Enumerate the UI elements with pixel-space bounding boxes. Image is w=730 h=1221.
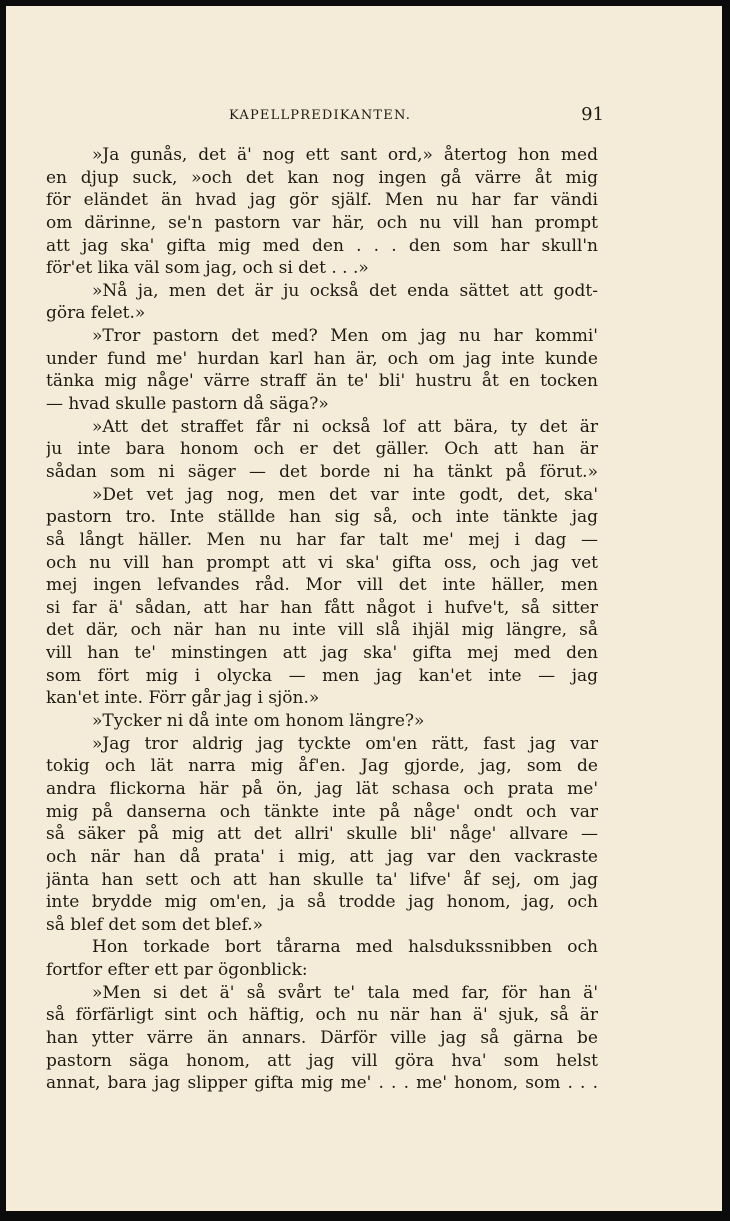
text-line: — hvad skulle pastorn då säga?»: [46, 394, 329, 415]
text-line: »Nå ja, men det är ju också det enda sättet att godt-: [92, 280, 598, 301]
text-line: för'et lika väl som jag, och si det . . .»: [46, 258, 369, 279]
text-line: så förfärligt sint och häftig, och nu när han ä' sjuk, så är: [46, 1005, 598, 1026]
text-line: jänta han sett och att han skulle ta' lifve' åf sej, om jag: [46, 869, 598, 890]
text-line: Hon torkade bort tårarna med halsdukssnibben och: [92, 937, 598, 958]
body-text: [46, 144, 598, 1095]
text-line: sådan som ni säger — det borde ni ha tänkt på förut.»: [46, 461, 598, 482]
text-line: så långt häller. Men nu har far talt me' mej i dag —: [46, 529, 598, 550]
text-line: inte brydde mig om'en, ja så trodde jag honom, jag, och: [46, 892, 598, 913]
text-line: han ytter värre än annars. Därför ville jag så gärna be: [46, 1027, 598, 1048]
text-line: »Att det straffet får ni också lof att bära, ty det är: [92, 416, 598, 437]
text-line: andra flickorna här på ön, jag lät schasa och prata me': [46, 778, 598, 799]
text-line: »Det vet jag nog, men det var inte godt, det, ska': [92, 484, 598, 505]
text-line: mig på danserna och tänkte inte på någe' ondt och var: [46, 801, 598, 822]
book-page: [6, 6, 722, 1211]
text-line: som fört mig i olycka — men jag kan'et inte — jag: [46, 665, 598, 686]
text-line: så säker på mig att det allri' skulle bli' någe' allvare —: [46, 824, 598, 845]
text-line: att jag ska' gifta mig med den . . . den som har skull'n: [46, 235, 598, 256]
text-line: ju inte bara honom och er det gäller. Och att han är: [46, 439, 598, 460]
text-line: göra felet.»: [46, 303, 146, 324]
text-line: »Jag tror aldrig jag tyckte om'en rätt, fast jag var: [92, 733, 598, 754]
text-line: mej ingen lefvandes råd. Mor vill det inte häller, men: [46, 575, 598, 596]
text-line: »Tycker ni då inte om honom längre?»: [92, 711, 425, 732]
text-line: »Ja gunås, det ä' nog ett sant ord,» återtog hon med: [92, 145, 598, 165]
text-line: si far ä' sådan, att har han fått något i hufve't, så sitter: [46, 597, 598, 618]
text-line: för eländet än hvad jag gör själf. Men nu har far vändi: [46, 190, 598, 211]
text-line: pastorn tro. Inte ställde han sig så, och inte tänkte jag: [46, 507, 598, 528]
text-line: under fund me' hurdan karl han är, och om jag inte kunde: [46, 348, 598, 369]
page-number: 91: [581, 104, 604, 125]
running-title: KAPELLPREDIKANTEN.: [229, 108, 412, 123]
text-line: en djup suck, »och det kan nog ingen gå värre åt mig: [46, 167, 598, 188]
text-line: så blef det som det blef.»: [46, 914, 264, 935]
text-line: och nu vill han prompt att vi ska' gifta oss, och jag vet: [46, 552, 598, 573]
text-line: vill han te' minstingen att jag ska' gifta mej med den: [46, 643, 598, 664]
text-line: »Men si det ä' så svårt te' tala med far, för han ä': [92, 982, 598, 1003]
text-line: fortfor efter ett par ögonblick:: [46, 960, 308, 981]
text-line: annat, bara jag slipper gifta mig me' . . . me' honom, som . . .: [46, 1073, 598, 1094]
text-line: det där, och när han nu inte vill slå ihjäl mig längre, så: [46, 620, 598, 641]
text-line: tokig och lät narra mig åf'en. Jag gjorde, jag, som de: [46, 756, 598, 777]
text-line: tänka mig någe' värre straff än te' bli' hustru åt en tocken: [46, 371, 598, 392]
text-line: »Tror pastorn det med? Men om jag nu har kommi': [92, 326, 598, 347]
text-line: pastorn säga honom, att jag vill göra hva' som helst: [46, 1050, 598, 1071]
page-header: [229, 104, 604, 126]
text-line: kan'et inte. Förr går jag i sjön.»: [46, 688, 320, 709]
text-line: om därinne, se'n pastorn var här, och nu vill han prompt: [46, 212, 598, 233]
text-line: och när han då prata' i mig, att jag var den vackraste: [46, 846, 598, 867]
